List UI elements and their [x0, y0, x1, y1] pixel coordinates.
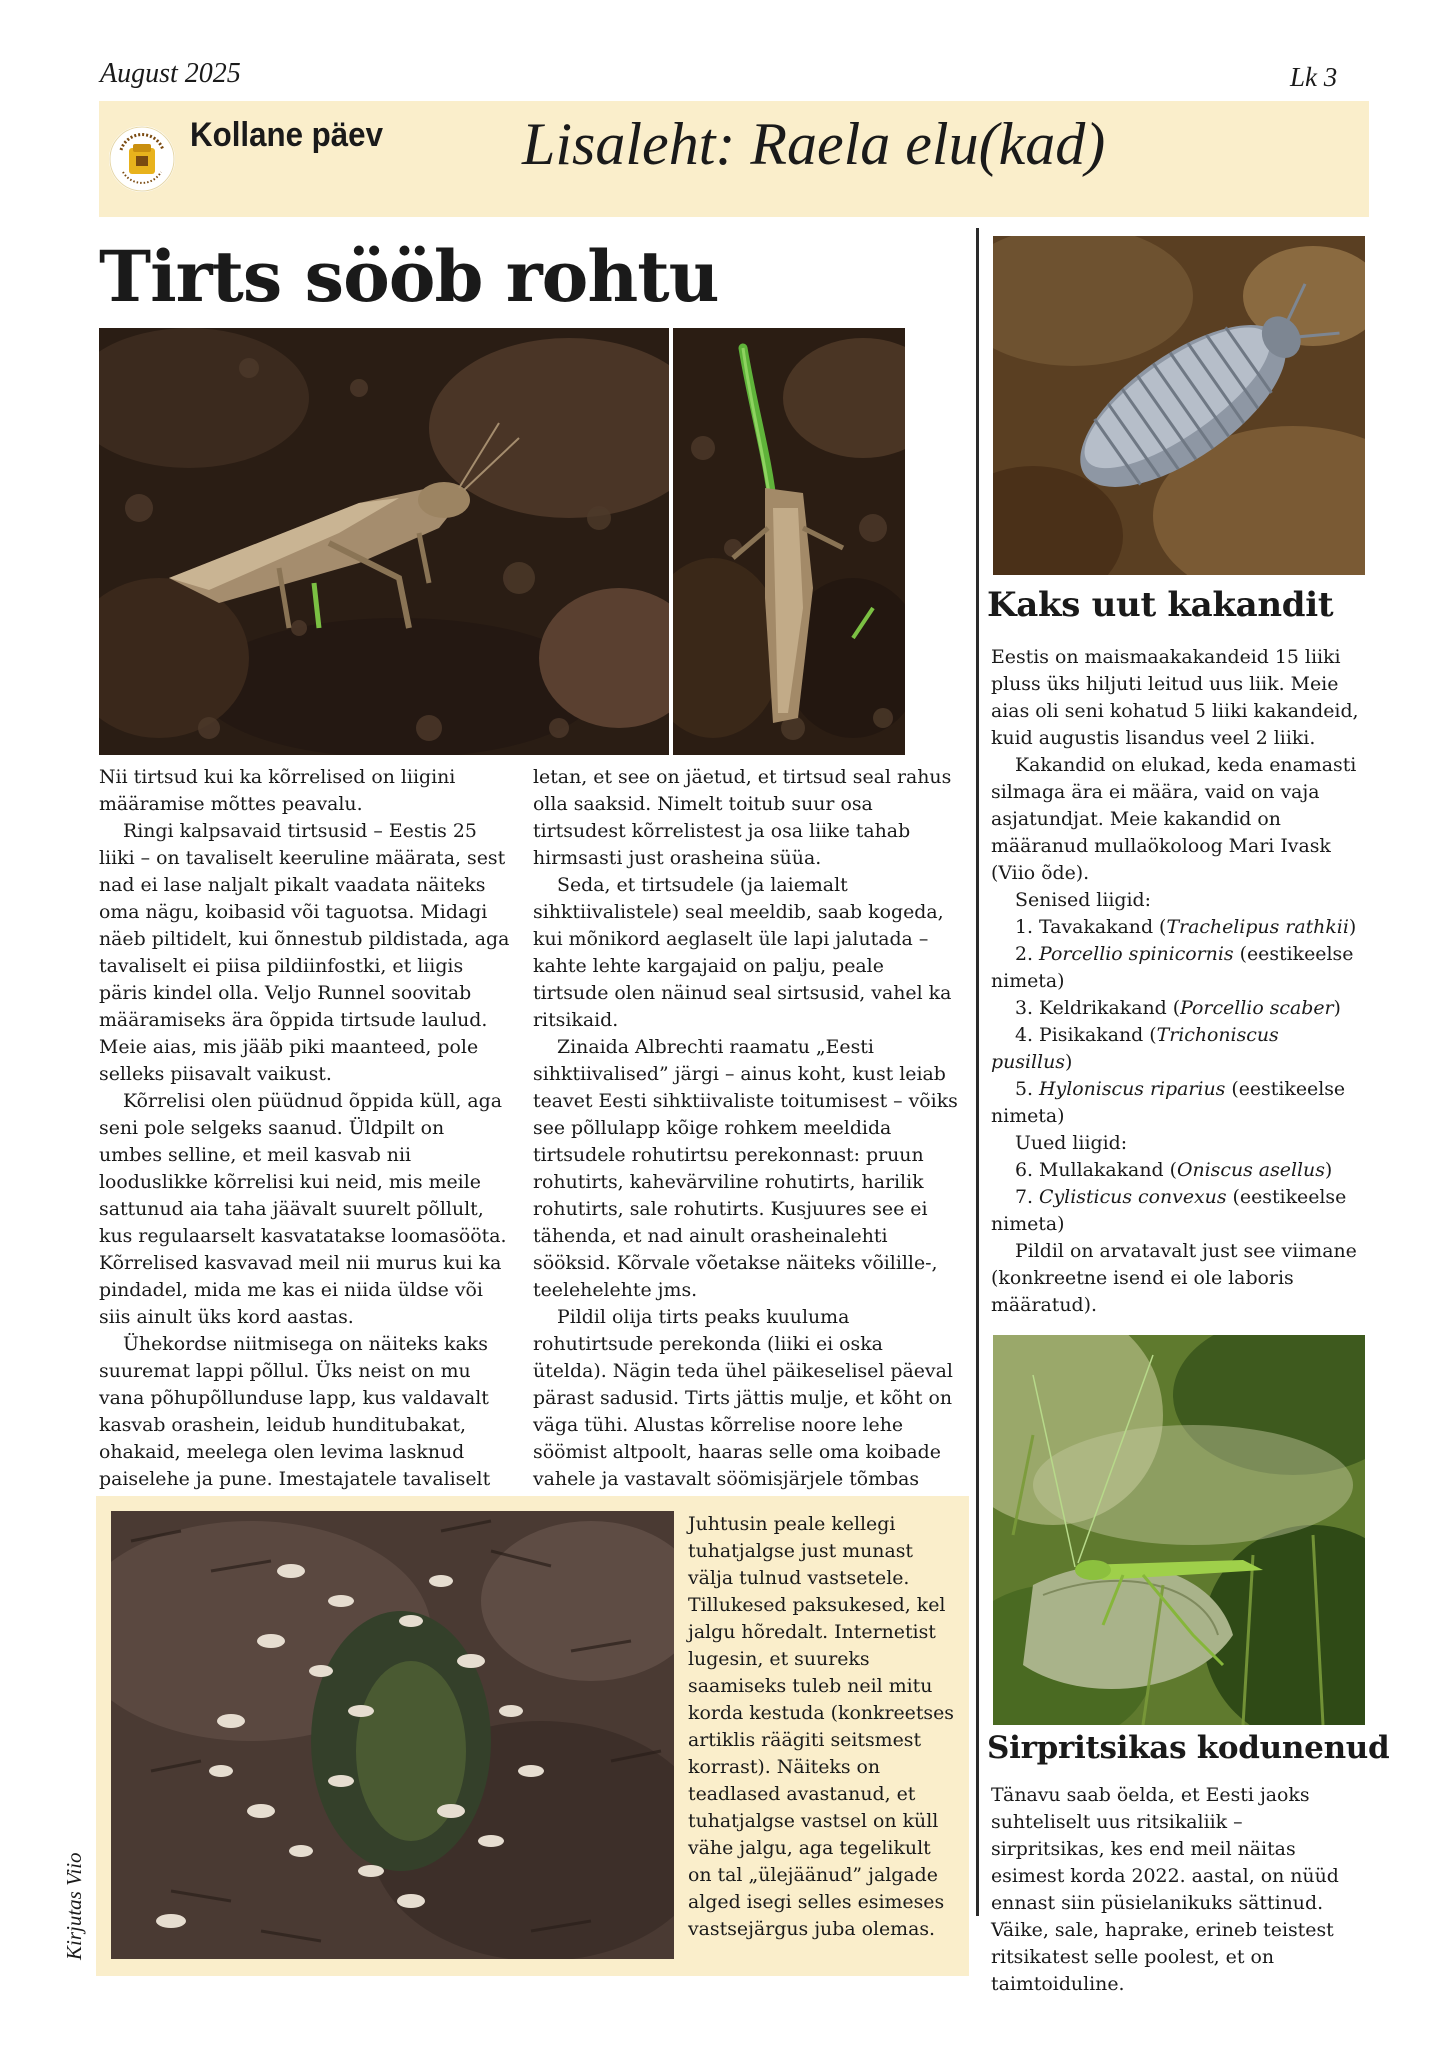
byline: Kirjutas Viio — [62, 1852, 86, 1960]
article-paragraph: Zinaida Albrechti raamatu „Eesti sihktiivalised” järgi – ainus koht, kust leiab teavet Eesti sihktiivaliste toitumisest – võiks see põllulapp kõige rohkem meeldida tirtsudele rohutirtsu perekonnast: pruun rohutirts, kahevärviline rohutirts, harilik rohutirts, sale rohutirts. Kusjuures see ei tähenda, et nad ainult orasheinalehti sööksid. Kõrvale võetakse näiteks võilille-, teelehelehte jms. — [533, 1036, 958, 1301]
woodlice-paragraph: Kakandid on elukad, keda enamasti silmaga ära ei määra, vaid on vaja asjatundjat. Meie kakandid on määranud mullaökoloog Mari Ivask (Viio õde). — [991, 754, 1357, 884]
species-item: 5. Hyloniscus riparius (eestikeelse nimeta) — [991, 1078, 1346, 1127]
millipede-larvae-photo — [111, 1511, 674, 1959]
logo — [109, 126, 175, 192]
katydid-text — [991, 1782, 1361, 1998]
article-column-1 — [99, 764, 513, 1520]
new-species-label: Uued liigid: — [1015, 1132, 1128, 1154]
species-item: 2. Porcellio spinicornis (eestikeelse nimeta) — [991, 943, 1354, 992]
article-paragraph: Ringi kalpsavaid tirtsusid – Eestis 25 liiki – on tavaliselt keeruline määrata, sest nad ei lase naljalt pikalt vaadata näiteks oma nägu, koibasid või taguotsa. Midagi näeb piltidelt, kui õnnestub pildistada, aga tavaliselt ei piisa pildiinfostki, et liigis päris kindel olla. Veljo Runnel soovitab määramiseks ära õppida tirtsude laulud. Meie aias, mis jääb piki maanteed, pole selleks piisavalt vaikust. — [99, 820, 510, 1085]
grasshopper-photo-eating — [673, 328, 905, 755]
callout-text — [688, 1511, 958, 1943]
species-item: 6. Mullakakand (Oniscus asellus) — [1015, 1159, 1333, 1181]
woodlice-headline: Kaks uut kakandit — [987, 585, 1334, 625]
species-item: 1. Tavakakand (Trachelipus rathkii) — [1015, 916, 1357, 938]
article-paragraph: Ühekordse niitmisega on näiteks kaks suuremat lappi põllul. Üks neist on mu vana põhupõllunduse lapp, kus valdavalt kasvab orashein, leidub hunditubakat, ohakaid, meelega olen levima lasknud paiselehe ja pune. Imestajatele tavaliselt — [99, 1333, 491, 1490]
species-item: 7. Cylisticus convexus (eestikeelse nimeta) — [991, 1186, 1347, 1235]
woodlice-closing: Pildil on arvatavalt just see viimane (konkreetne isend ei ole laboris määratud). — [991, 1240, 1357, 1316]
katydid-headline: Sirpritsikas kodunenud — [987, 1730, 1390, 1766]
grasshopper-photo-side — [99, 328, 669, 755]
supplement-title: Lisaleht: Raela elu(kad) — [522, 111, 1106, 177]
page-number: Lk 3 — [1290, 62, 1338, 92]
katydid-paragraph: Tänavu saab öelda, et Eesti jaoks suhteliselt uus ritsikaliik – sirpritsikas, kes end meil näitas esimest korda 2022. aastal, on nüüd ennast siin püsielanikuks sättinud. Väike, sale, haprake, erineb teistest ritsikatest selle poolest, et on taimtoiduline. — [991, 1784, 1339, 1995]
issue-date: August 2025 — [100, 58, 241, 89]
article-column-2 — [533, 764, 961, 1547]
katydid-photo — [993, 1335, 1365, 1725]
article-paragraph: Seda, et tirtsudele (ja laiemalt sihktiivalistele) seal meeldib, saab kogeda, kui mõnikord aeglaselt üle lapi jalutada – kahte lehte kargajaid on palju, peale tirtsude olen näinud seal sirtsusid, vahel ka ritsikaid. — [533, 874, 952, 1031]
column-divider — [976, 228, 979, 1916]
article-paragraph: Kõrrelisi olen püüdnud õppida küll, aga seni pole selgeks saanud. Üldpilt on umbes selline, et meil kasvab nii looduslikke kõrrelisi kui neid, mis meile sattunud aia taha jäävalt suurelt põllult, kus regulaarselt kasvatatakse loomasööta. Kõrrelised kasvavad meil nii murus kui ka pindadel, mida me kas ei niida üldse või siis ainult üks kord aastas. — [99, 1090, 507, 1328]
brand-name: Kollane päev — [190, 116, 383, 154]
woodlice-text — [991, 644, 1361, 1319]
species-item: 4. Pisikakand (Trichoniscus pusillus) — [991, 1024, 1279, 1073]
woodlouse-photo — [993, 236, 1365, 575]
species-item: 3. Keldrikakand (Porcellio scaber) — [1015, 997, 1341, 1019]
woodlice-intro: Eestis on maismaakakandeid 15 liiki pluss üks hiljuti leitud uus liik. Meie aias oli seni kohatud 5 liiki kakandeid, kuid augustis lisandus veel 2 liiki. — [991, 646, 1359, 749]
callout-paragraph: Juhtusin peale kellegi tuhatjalgse just munast välja tulnud vastsetele. Tillukesed paksukesed, kel jalgu hõredalt. Internetist lugesin, et suureks saamiseks tuleb neil mitu korda kestuda (konkreetses artiklis räägiti seitsmest korrast). Näiteks on teadlased avastanud, et tuhatjalgse vastsel on küll vähe jalgu, aga tegelikult on tal „ülejäänud” jalgade alged isegi selles esimeses vastsejärgus juba olemas. — [688, 1513, 955, 1940]
existing-species-label: Senised liigid: — [1015, 889, 1152, 911]
article-paragraph: Nii tirtsud kui ka kõrrelised on liigini määramise mõttes peavalu. — [99, 766, 456, 815]
article-headline: Tirts sööb rohtu — [99, 235, 719, 318]
article-paragraph: Pildil olija tirts peaks kuuluma rohutirtsude perekonda (liiki ei oska ütelda). Nägin teda ühel päikeselisel päeval pärast sadusid. Tirts jättis mulje, et kõht on väga tühi. Alustas kõrrelise noore lehe söömist altpoolt, haaras selle oma koibade vahele ja vastavalt söömisjärjele tõmbas — [533, 1306, 953, 1490]
article-paragraph: letan, et see on jäetud, et tirtsud seal rahus olla saaksid. Nimelt toitub suur osa tirtsudest kõrrelistest ja osa liike tahab hirmsasti just orasheina süüa. — [533, 766, 952, 869]
